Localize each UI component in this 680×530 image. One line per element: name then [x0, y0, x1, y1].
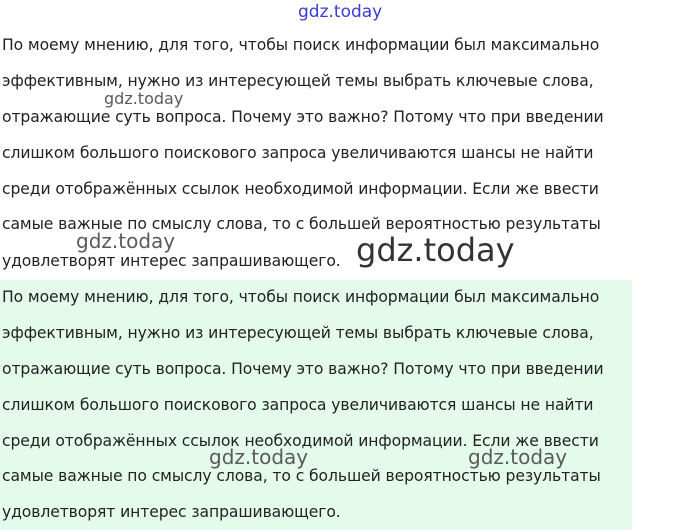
- watermark: gdz.today: [104, 89, 184, 108]
- paragraph-line: эффективным, нужно из интересующей темы выбрать ключевые слова,: [2, 72, 594, 90]
- paragraph-line: По моему мнению, для того, чтобы поиск информации был максимально: [2, 288, 600, 306]
- paragraph-answer: [0, 280, 632, 530]
- paragraph-line: удовлетворят интерес запрашивающего.: [2, 503, 341, 521]
- watermark-header: gdz.today: [298, 2, 383, 22]
- watermark: gdz.today: [209, 445, 309, 469]
- watermark: gdz.today: [468, 445, 568, 469]
- paragraph-line: среди отображённых ссылок необходимой информации. Если же ввести: [2, 180, 599, 198]
- paragraph-line: эффективным, нужно из интересующей темы выбрать ключевые слова,: [2, 324, 594, 342]
- watermark: gdz.today: [76, 229, 176, 253]
- paragraph-line: слишком большого поискового запроса увеличиваются шансы не найти: [2, 396, 594, 414]
- paragraph-line: среди отображённых ссылок необходимой информации. Если же ввести: [2, 432, 599, 450]
- paragraph-line: По моему мнению, для того, чтобы поиск информации был максимально: [2, 36, 600, 54]
- paragraph-line: удовлетворят интерес запрашивающего.: [2, 252, 341, 270]
- paragraph-line: самые важные по смыслу слова, то с большей вероятностью результаты: [2, 215, 601, 233]
- watermark: gdz.today: [356, 231, 515, 269]
- paragraph-line: слишком большого поискового запроса увеличиваются шансы не найти: [2, 144, 594, 162]
- paragraph-line: отражающие суть вопроса. Почему это важно? Потому что при введении: [2, 108, 604, 126]
- paragraph-line: отражающие суть вопроса. Почему это важно? Потому что при введении: [2, 360, 604, 378]
- paragraph-line: самые важные по смыслу слова, то с большей вероятностью результаты: [2, 467, 601, 485]
